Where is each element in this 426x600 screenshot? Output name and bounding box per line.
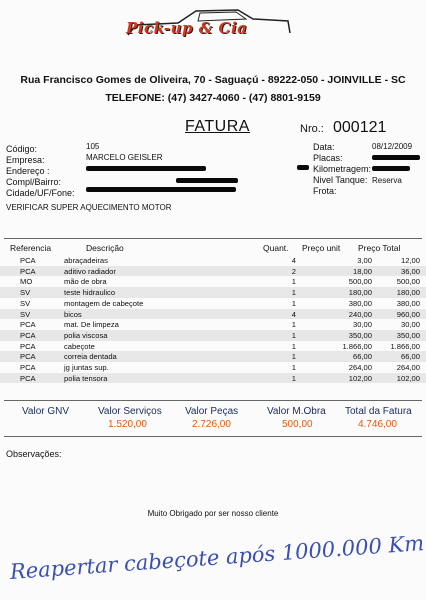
items-table: [0, 255, 426, 390]
row-ref: PCA: [20, 352, 36, 362]
redaction-bar: [86, 187, 236, 192]
row-ref: PCA: [20, 256, 36, 265]
row-desc: bicos: [64, 309, 82, 319]
row-qty: 1: [291, 373, 296, 383]
gnv-label: Valor GNV: [22, 406, 70, 417]
totals-bottom-divider: [4, 436, 422, 437]
company-phone: TELEFONE: (47) 3427-4060 - (47) 8801-9159: [105, 92, 321, 104]
row-unit: 240,00: [348, 309, 372, 319]
row-qty: 2: [291, 266, 296, 276]
col-header-total: Preço Total: [358, 243, 401, 253]
row-total: 264,00: [396, 363, 420, 372]
row-desc: jg juntas sup.: [64, 363, 109, 372]
nivel-tanque-label: Nivel Tanque:: [313, 175, 368, 185]
row-total: 380,00: [396, 298, 420, 308]
row-qty: 1: [291, 341, 296, 351]
cidade-uf-fone-label: Cidade/UF/Fone:: [6, 188, 75, 198]
row-ref: PCA: [20, 341, 36, 351]
row-unit: 500,00: [348, 277, 372, 287]
row-total: 102,00: [396, 373, 420, 383]
compl-bairro-label: Compl/Bairro:: [6, 177, 62, 187]
row-unit: 1.866,00: [342, 341, 372, 351]
row-ref: SV: [20, 288, 31, 298]
row-desc: abraçadeiras: [64, 256, 108, 265]
row-desc: montagem de cabeçote: [64, 298, 144, 308]
row-ref: PCA: [20, 320, 36, 330]
row-ref: MO: [20, 277, 33, 287]
row-desc: correia dentada: [64, 352, 117, 362]
row-ref: PCA: [20, 373, 36, 383]
table-row: [0, 309, 426, 320]
row-qty: 1: [291, 298, 296, 308]
table-row: [0, 319, 426, 330]
row-total: 12,00: [400, 256, 420, 265]
row-desc: aditivo radiador: [64, 266, 116, 276]
company-address: Rua Francisco Gomes de Oliveira, 70 - Saguaçú - 89222-050 - JOINVILLE - SC: [20, 74, 406, 86]
row-unit: 380,00: [348, 298, 372, 308]
row-total: 1.866,00: [390, 341, 420, 351]
redaction-bar: [297, 165, 309, 170]
row-unit: 102,00: [348, 373, 372, 383]
mao-obra-value: 500,00: [282, 419, 313, 430]
observacoes-label: Observações:: [6, 449, 62, 459]
endereco-label: Endereço :: [6, 166, 50, 176]
total-fatura-value: 4.746,00: [358, 419, 397, 430]
mao-obra-label: Valor M.Obra: [267, 406, 326, 417]
pecas-value: 2.726,00: [192, 419, 231, 430]
col-header-desc: Descrição: [86, 243, 124, 253]
col-header-qty: Quant.: [263, 243, 289, 253]
table-top-divider: [4, 238, 422, 239]
codigo-label: Código:: [6, 144, 38, 154]
table-row: [0, 351, 426, 362]
row-total: 960,00: [396, 309, 420, 319]
servicos-value: 1.520,00: [108, 419, 147, 430]
table-row: [0, 255, 426, 266]
handwritten-note: Reapertar cabeçote após 1000.000 Km: [9, 531, 425, 584]
row-desc: mão de obra: [64, 277, 107, 287]
table-row: [0, 373, 426, 384]
row-qty: 1: [291, 330, 296, 340]
table-row: [0, 287, 426, 298]
row-desc: teste hidraulico: [64, 288, 116, 298]
placas-label: Placas:: [313, 153, 343, 163]
redaction-bar: [372, 166, 410, 171]
table-row: [0, 330, 426, 341]
table-row: [0, 341, 426, 352]
row-total: 66,00: [400, 352, 420, 362]
frota-label: Frota:: [313, 186, 337, 196]
totals-divider: [4, 400, 422, 401]
pecas-label: Valor Peças: [185, 406, 239, 417]
row-ref: SV: [20, 298, 31, 308]
row-unit: 30,00: [352, 320, 372, 330]
table-row: [0, 266, 426, 277]
data-value: 08/12/2009: [372, 142, 413, 151]
row-total: 30,00: [400, 320, 420, 330]
row-total: 36,00: [400, 266, 420, 276]
invoice-number: 000121: [333, 119, 387, 136]
row-qty: 4: [291, 309, 296, 319]
number-label: Nro.:: [300, 123, 324, 135]
servicos-label: Valor Serviços: [98, 406, 162, 417]
table-row: [0, 362, 426, 373]
row-unit: 264,00: [348, 363, 372, 372]
nivel-tanque-value: Reserva: [372, 176, 402, 185]
row-desc: mat. De limpeza: [64, 320, 119, 330]
logo-text: Pick-up & Cia: [126, 19, 248, 37]
data-label: Data:: [313, 142, 335, 152]
row-unit: 66,00: [352, 352, 372, 362]
table-row: [0, 298, 426, 309]
row-total: 500,00: [396, 277, 420, 287]
row-qty: 1: [291, 320, 296, 330]
redaction-bar: [372, 155, 420, 160]
row-qty: 1: [291, 277, 296, 287]
row-qty: 1: [291, 288, 296, 298]
col-header-ref: Referencia: [10, 243, 52, 253]
row-unit: 3,00: [357, 256, 372, 265]
document-title: FATURA: [185, 118, 250, 135]
row-ref: PCA: [20, 330, 36, 340]
total-fatura-label: Total da Fatura: [345, 406, 412, 417]
row-desc: polia viscosa: [64, 330, 108, 340]
row-qty: 1: [291, 352, 296, 362]
row-desc: cabeçote: [64, 341, 95, 351]
row-unit: 180,00: [348, 288, 372, 298]
table-row: [0, 276, 426, 287]
row-ref: PCA: [20, 363, 36, 372]
row-qty: 4: [291, 256, 296, 265]
row-total: 180,00: [396, 288, 420, 298]
empresa-value: MARCELO GEISLER: [86, 153, 163, 162]
empresa-label: Empresa:: [6, 155, 45, 165]
row-total: 350,00: [396, 330, 420, 340]
row-unit: 18,00: [352, 266, 372, 276]
row-unit: 350,00: [348, 330, 372, 340]
row-desc: polia tensora: [64, 373, 108, 383]
client-note: VERIFICAR SUPER AQUECIMENTO MOTOR: [6, 203, 172, 212]
redaction-bar: [176, 178, 238, 183]
row-ref: SV: [20, 309, 31, 319]
redaction-bar: [86, 166, 206, 171]
col-header-unit: Preço unit: [302, 243, 341, 253]
row-qty: 1: [291, 363, 296, 372]
km-label: Kilometragem:: [313, 164, 372, 174]
thanks-message: Muito Obrigado por ser nosso cliente: [147, 509, 279, 518]
codigo-value: 105: [86, 142, 100, 151]
company-logo: [118, 5, 298, 45]
row-ref: PCA: [20, 266, 36, 276]
